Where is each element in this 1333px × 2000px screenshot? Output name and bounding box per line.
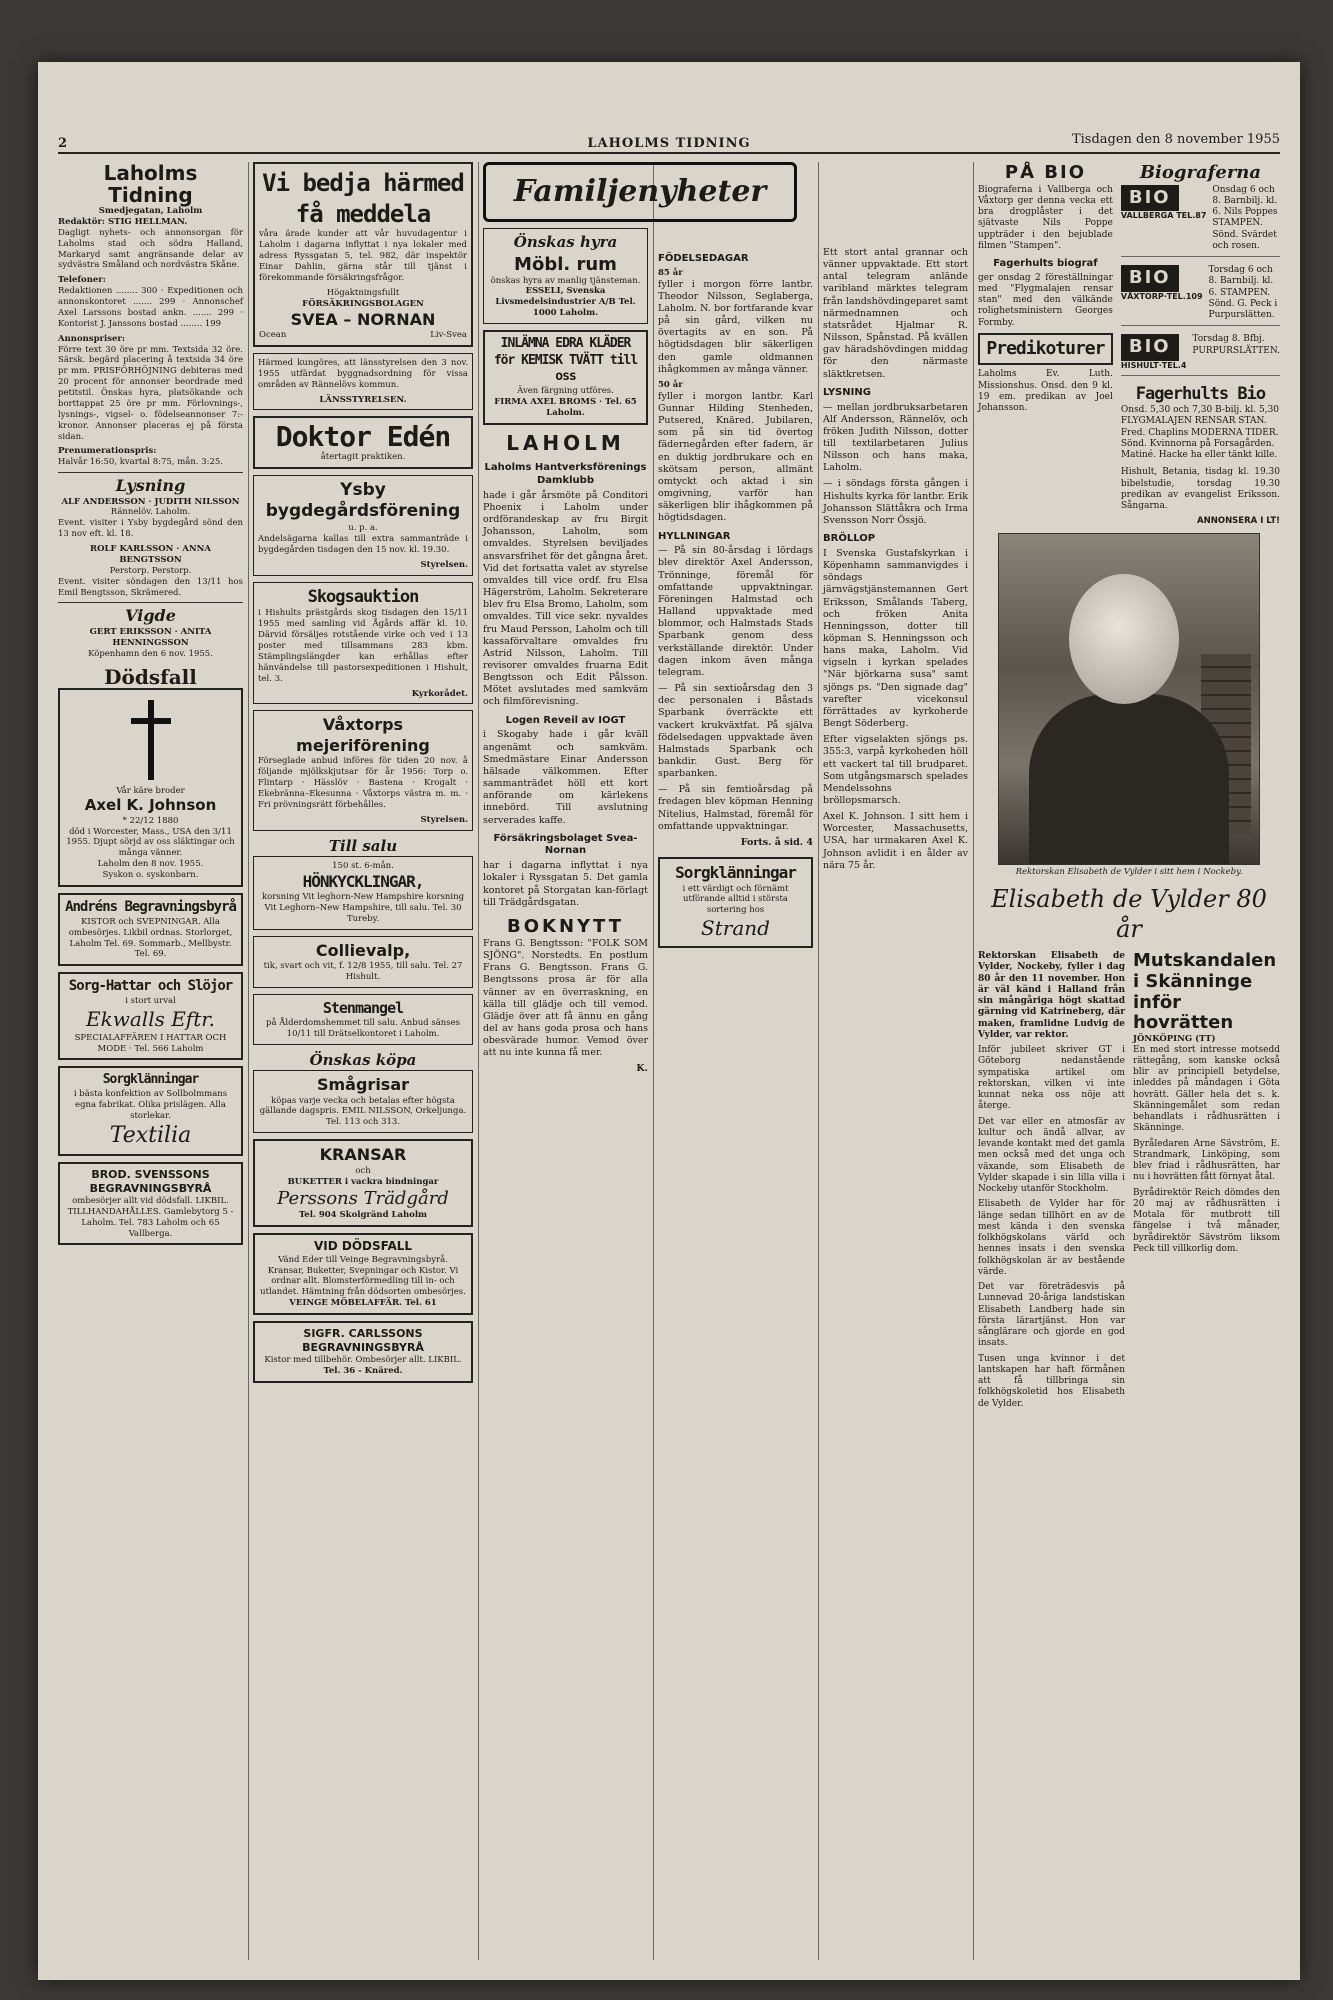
- column-1: [58, 162, 243, 1960]
- article-title: Fagerhults biograf: [993, 258, 1098, 269]
- ad-title: HÖNKYCKLINGAR,: [302, 871, 424, 891]
- ad-title: Sorgklänningar: [675, 863, 796, 883]
- cinema-program: Torsdag 8. Bfbj. PURPURSLÄTTEN.: [1192, 334, 1280, 356]
- prices-label: Annonspriser:: [58, 333, 126, 344]
- article-text: i Skogaby hade i går kväll angenämt och samkväm. Smedmästare Einar Andersson hälsade välkommen. Efter sammanträdet höll ett kort anförande om kärlekens innebörd. Till avslutning serverades kaffe.: [483, 729, 648, 826]
- article-text: Efter vigselakten sjöngs ps. 355:3, varpå kyrkoheden höll ett vackert tal till brudparet. Som utgångsmarsch spelades Mendelssohns bröllopsmarsch.: [823, 734, 968, 806]
- svea-nornan-notice: [253, 162, 473, 347]
- lysning-text: Event. visiter söndagen den 13/11 hos Emil Bengtsson, Skrämered.: [58, 576, 243, 598]
- skog-text: i Hishults prästgårds skog tisdagen den 15/11 1955 med samling vid Ågårds affär kl. 10. Därvid försäljes rotstående virke och ved i 13 poster med tillsammans 283 kbm. Stämplingslängder kan erhållas efter hänvändelse till pastorsexpeditionen i Hishult, tel. 3.: [258, 608, 468, 684]
- notice-ocean: Ocean: [259, 330, 287, 341]
- masthead: [58, 132, 1280, 154]
- cinema-listing: [1121, 185, 1280, 258]
- ad-company: FIRMA AXEL BROMS · Tel. 65 Laholm.: [494, 396, 637, 418]
- cinema-listing: [1121, 334, 1280, 376]
- paper-address: Smedjegatan, Laholm: [98, 206, 203, 216]
- editor: Redaktör: STIG HELLMAN.: [58, 216, 188, 227]
- birthday-age: 85 år: [658, 267, 683, 278]
- article-text: har i dagarna inflyttat i nya lokaler i Ryssgatan 5. Det gamla kontoret på Storgatan kan-förlagt till Trädgårdsgatan.: [483, 860, 648, 908]
- skog-signature: Kyrkorådet.: [411, 688, 468, 699]
- article-text: Byrådirektör Reich dömdes den 20 maj av rådhusrätten i Motala för mutbrott till fängelse i två månader, byrådirektör Sävström liksom Peck till villkorlig dom.: [1133, 1187, 1280, 1254]
- phones-label: Telefoner:: [58, 275, 106, 286]
- article-text: Frans G. Bengtsson: "FOLK SOM SJÖNG". Norstedts. En postlum Frans G. Bengtsson. Frans G. Bengtssons prosa är för alla vänner av en överraskning, en källa till glädje och till vemod. Glädje över att få ännu en gång del av hans goda prosa och hans obesvärade humor. Vemod över att nu inte kunna få mer.: [483, 937, 648, 1059]
- ad-text: Kistor med tillbehör. Ombesörjer allt. LIKBIL.: [264, 1355, 462, 1366]
- cinema-phone: VÅXTORP·TEL.109: [1120, 291, 1203, 301]
- article-text: Byråledaren Arne Sävström, E. Strandmark, Linköping, som blev friad i rådhusrätten, har nu i hovrätten fått förnyat åtal.: [1133, 1138, 1280, 1183]
- section-title: HYLLNINGAR: [658, 530, 731, 542]
- ad-text: KISTOR och SVEPNINGAR. Alla ombesörjes. Likbil ordnas. Storlorget, Laholm Tel. 69. Sommarb., Mellbystr. Tel. 69.: [68, 916, 233, 960]
- article-text: Ett stort antal grannar och vänner uppvaktade. Ett stort antal telegram anlände varibland märktes telegram från landshövdingeparet samt närmednamnen och statsrådet Hjalmar R. Nilsson, Spånstad. På kvällen gav häradshövdingen middag för den närmaste släktkretsen.: [823, 247, 968, 380]
- ad-title: Sorg-Hattar och Slöjor: [68, 978, 233, 995]
- lysning-places: Perstorp. Perstorp.: [109, 565, 192, 576]
- ad-textilia: [58, 1066, 243, 1155]
- muts-headline: Mutskandalen i Skänninge inför hovrätten: [1133, 950, 1277, 1034]
- section-title: LYSNING: [823, 386, 871, 398]
- bio-logo: BIO: [1121, 334, 1179, 361]
- ysby-signature: Styrelsen.: [420, 559, 468, 570]
- death-signature: Syskon o. syskonbarn.: [102, 870, 199, 880]
- column-rule: [973, 162, 974, 1960]
- annonsera-note: ANNONSERA I LT!: [1197, 516, 1280, 527]
- skog-title: Skogsauktion: [307, 586, 419, 607]
- death-notice: [58, 688, 243, 887]
- article-title: Laholms Hantverksförenings Damklubb: [484, 462, 647, 486]
- cinema-phone: HISHULT·TEL.4: [1120, 360, 1187, 370]
- skog-notice: [253, 582, 473, 705]
- article-text: — mellan jordbruksarbetaren Alf Andersson, Rännelöv, och fröken Judith Nilsson, dotter till textilarbetaren Julius Nilsson och hans maka, Laholm.: [823, 401, 968, 474]
- veinge-ad: [253, 1233, 473, 1315]
- ad-subtitle: 150 st. 6-mån.: [332, 860, 394, 871]
- ad-text: i ett värdigt och förnämt utförande alltid i största sortering hos: [682, 883, 789, 916]
- subscription: Halvår 16:50, kvartal 8:75, mån. 3:25.: [58, 457, 224, 468]
- notice-company: FÖRSÄKRINGSBOLAGEN: [302, 298, 424, 309]
- column-rule: [653, 162, 654, 1960]
- cinema-program: Torsdag 6 och 8. Barnbilj. kl. 6. STAMPEN. Sönd. G. Peck i Purpurslätten.: [1208, 265, 1278, 320]
- deceased-born: * 22/12 1880: [122, 815, 179, 826]
- column-5: [823, 247, 968, 1960]
- ad-brand: Textilia: [109, 1122, 192, 1148]
- ad-company: ESSELI, Svenska Livsmedelsindustrier A/B Tel. 1000 Laholm.: [495, 286, 636, 319]
- tillsalu-heading: Till salu: [328, 836, 398, 855]
- ad-text: tik, svart och vit, f. 12/8 1955, till salu. Tel. 27 Hishult.: [263, 961, 463, 983]
- ad-title: SIGFR. CARLSSONS BEGRAVNINGSBYRÅ: [302, 1327, 424, 1355]
- vaxtorp-title: Våxtorps mejeriförening: [296, 715, 430, 755]
- boknytt-heading: BOKNYTT: [506, 915, 625, 937]
- ad-brand: Strand: [701, 916, 770, 941]
- lysning-names: ALF ANDERSSON · JUDITH NILSSON: [61, 496, 240, 507]
- notice-brand: SVEA – NORNAN: [290, 309, 436, 329]
- doktor-notice: [253, 416, 473, 468]
- ad-title: INLÄMNA EDRA KLÄDER för KEMISK TVÄTT till oss: [493, 336, 638, 385]
- doktor-title: Doktor Edén: [275, 420, 451, 454]
- newspaper-page: [38, 62, 1300, 1980]
- ad-title: VID DÖDSFALL: [313, 1239, 413, 1254]
- ad-phone: Tel. 36 - Knäred.: [323, 1366, 403, 1377]
- section-title: FÖDELSEDAGAR: [658, 253, 749, 264]
- birthday-age: 50 år: [658, 379, 683, 390]
- article-text: ger onsdag 2 föreställningar med "Flygmalajen rensar stan" med den välkände rolighetsministern Georges Formby.: [978, 272, 1113, 328]
- deceased-name: Axel K. Johnson: [84, 796, 217, 815]
- notice-liv: Liv-Svea: [430, 330, 467, 341]
- onskas-kopa-heading: Önskas köpa: [309, 1050, 417, 1069]
- notice-greeting: Högaktningsfullt: [326, 287, 400, 298]
- lysning-places: Rännelöv. Laholm.: [110, 507, 191, 518]
- paper-name: LAHOLMS TIDNING: [587, 136, 751, 151]
- ad-title: Sorgklänningar: [102, 1072, 199, 1088]
- article-split: [978, 951, 1280, 1414]
- column-rule: [818, 162, 819, 1960]
- ad-text: önskas hyra av manlig tjänsteman.: [490, 275, 641, 286]
- laholm-heading: LAHOLM: [506, 430, 625, 455]
- ysby-subtitle: u. p. a.: [348, 523, 378, 534]
- vaxtorp-text: Förseglade anbud införes för tiden 20 nov. å följande mjölkskjutsar för år 1956: Torp o. Flintarp · Hässlöv · Bastena · Krogalt · Ekebränna–Ekesunna · Våxtorps västra m. m. · Fri prövningsrätt förbehålles.: [258, 756, 468, 810]
- ad-brand: Ekwalls Eftr.: [86, 1007, 215, 1032]
- notice-title: Vi bedja härmed få meddela: [262, 169, 464, 228]
- subscription-label: Prenumerationspris:: [58, 446, 157, 457]
- muts-article: [1133, 951, 1280, 1414]
- ad-title: KRANSAR: [319, 1145, 407, 1165]
- pa-bio-column: [978, 162, 1113, 527]
- figure-body-graphic: [1029, 694, 1229, 864]
- article-text: Axel K. Johnson. I sitt hem i Worcester, Massachusetts, USA, har urmakaren Axel K. Johnson avlidit i en ålder av nära 75 år.: [823, 811, 968, 871]
- ad-text: på Ålderdomshemmet till salu. Anbud sänses 10/11 till Drätselkontoret i Laholm.: [266, 1018, 460, 1040]
- cinema-section: [978, 162, 1280, 527]
- continued-note: Forts. å sid. 4: [740, 836, 813, 848]
- column-rule: [478, 162, 479, 1960]
- article-text: Elisabeth de Vylder har för länge sedan tillhört en av de mest kända i den svenska folkhögskolans värld och hennes insats i den svenska folkhögskolan är av bestående värde.: [978, 1199, 1125, 1277]
- ysby-notice: [253, 475, 473, 576]
- cinema-program: Onsdag 6 och 8. Barnbilj. kl. 6. Nils Poppes STAMPEN. Sönd. Svärdet och rosen.: [1212, 184, 1278, 251]
- phones: Redaktionen ........ 300 · Expeditionen och annonskontoret ....... 299 · Annonschef Axel Larssons bostad ankn. ....... 299 · Kontorist J. Janssons bostad ........ 199: [58, 286, 243, 329]
- article-text: — På sin 80-årsdag i lördags blev direktör Axel Andersson, Trönninge, föremål för omfattande uppvaktningar. Föreningen Halmstad och Halland uppvaktade med blommor, och Halmstads Stads Sparbank genom dess verkställande direktör. Under dagen inkom även många telegram.: [658, 545, 813, 678]
- bio-logo: BIO: [1121, 185, 1179, 212]
- cinema-program: Onsd. 5,30 och 7,30 B-bilj. kl. 5,30 FLYGMALAJEN RENSAR STAN. Fred. Chaplins MODERNA TIDER. Sönd. Kvinnorna på Forsagården. Matiné. Hacke ha eller tänkt kille.: [1120, 405, 1280, 460]
- article-text: Hishult, Betania, tisdag kl. 19.30 bibelstudie, torsdag 19.30 predikan av evangelist Eriksson. Sångarna.: [1120, 467, 1280, 511]
- ad-andrens: [58, 893, 243, 966]
- fagerhults-bio-title: Fagerhults Bio: [1135, 383, 1266, 404]
- cinema-listing: [1121, 265, 1280, 326]
- article-text: — På sin femtioårsdag på fredagen blev köpman Henning Nitelius, Halmstad, föremål för omfattande uppvaktningar.: [658, 784, 813, 832]
- issue-date: Tisdagen den 8 november 1955: [1071, 132, 1280, 147]
- lysning-text: Event. visiter i Ysby bygdegård sönd den 13 nov eft. kl. 18.: [58, 518, 243, 540]
- collie-ad: [253, 936, 473, 988]
- article-text: I Svenska Gustafskyrkan i Köpenhamn sammanvigdes i söndags järnvägstjänstemannen Gert Eriksson, Smålands Taberg, och fröken Anita Henningsson, dotter till köpman S. Henningsson och hans maka, Laholm. Vid vigseln i kyrkan spelades "När björkarna susa" samt sjöngs ps. "Den signade dag" varefter vicekonsul förrättades av kyrkoherde Bengt Söderberg.: [823, 547, 968, 730]
- page-number: 2: [58, 136, 68, 151]
- portrait-photo: [998, 533, 1260, 865]
- ad-title: Collievalp,: [315, 940, 411, 960]
- ad-phone: Tel. 904 Skolgränd Laholm: [298, 1210, 428, 1221]
- ad-text: Vänd Eder till Veinge Begravningsbyrå. Kransar, Buketter, Svepningar och Kistor. Vi ordnar allt. Blomsterförmedling till in- och utlandet. Hämtning från dödsorten ombesörjes.: [260, 1254, 466, 1298]
- lysning-heading: Lysning: [58, 472, 243, 496]
- kemtvatt-ad: [483, 330, 648, 425]
- bio-logo: BIO: [1121, 265, 1179, 292]
- section-title: BRÖLLOP: [823, 533, 876, 545]
- paper-intro: Dagligt nyhets- och annonsorgan för Laholms stad och södra Halland, Markaryd samt angränsande delar av sydvästra Småland och nordvästra Skåne.: [58, 227, 243, 271]
- article-text: En med stort intresse motsedd rättegång, som kanske också blir av principiell betydelse, inleddes på måndagen i Göta hovrätt. Gäller hela det s. k. Skänningemålet som redan behandlats i rådhusrätten i Skänninge.: [1133, 1044, 1280, 1134]
- death-intro: Vår käre broder: [116, 785, 185, 796]
- prices: Förre text 30 öre pr mm. Textsida 32 öre. Särsk. begärd placering å textsida 34 öre pr mm. PRISFÖRHÖJNING debiteras med 20 procent för annonser beordrade med petitstil. Önskas hyra, platsökande och borttappat 25 öre pr mm. Förlovnings-, lysnings-, vigsel- o. födelseannonser 7:- kronor. Annonser placeras ej på första sidan.: [58, 344, 243, 442]
- article-text: hade i går årsmöte på Conditori Phoenix i Laholm under ordförandeskap av fru Birgit Johansson, Laholm, som omvaldes. Styrelsen beviljades ansvarsfrihet för det gångna året. Vid det fortsatta valet av styrelse omvaldes till vice ordf. fru Elsa Hägerström, Laholm. Sekreterare blev fru Elsa Bromo, Laholm, som omvaldes. Till vice sekr. nyvaldes fru Maud Persson, Laholm och till kassaförvaltare omvaldes fru Astrid Nilsson, Laholm. Till revisorer omvaldes fruarna Edit Bengtsson och Edit Pålsson. Mötet avslutades med samkväm och filmförevisning.: [483, 489, 648, 708]
- ad-text: i bästa konfektion av Sollbolmmans egna fabrikat. Olika prislägen. Alla storlekar.: [73, 1089, 228, 1121]
- ad-and: och: [355, 1165, 371, 1176]
- cross-icon: [121, 700, 181, 780]
- article-text: — i söndags första gången i Hishults kyrka för lantbr. Erik Johansson Slättåkra och Irma Svensson Norr Össjö.: [823, 478, 968, 526]
- lans-text: Härmed kungöres, att länsstyrelsen den 3 nov. 1955 utfärdat byggnadsordning för vissa områden av Rännelövs kommun.: [258, 357, 468, 390]
- sorgklanningar-ad: [658, 857, 813, 948]
- vigde-heading: Vigde: [58, 602, 243, 626]
- ad-text: ombesörjer allt vid dödsfall. LIKBIL. TILLHANDAHÅLLES. Gamlebytorg 5 - Laholm. Tel. 783 Laholm och 65 Vallberga.: [67, 1195, 234, 1239]
- article-text: fyller i morgon förre lantbr. Theodor Nilsson, Seglaberga, Laholm. N. bor fortfarande kvar på sin gård, vilken nu övertagits av en son. På högtidsdagen blir säkerligen den gamle oldmannen ihågkommen av många vänner.: [658, 278, 813, 375]
- ad-subtitle: i stort urval: [125, 996, 176, 1007]
- lans-signature: LÄNSSTYRELSEN.: [319, 394, 407, 405]
- vaxtorp-signature: Styrelsen.: [420, 814, 468, 825]
- ad-text: korsning Vit leghorn-New Hampshire korsning Vit Leghorn–New Hampshire, till salu. Tel. 30 Tureby.: [261, 892, 465, 924]
- column-4: [658, 247, 813, 1960]
- muts-dateline: JÖNKÖPING (TT): [1133, 1033, 1216, 1044]
- article-text: Det var eller en atmosfär av kultur och ändå allvar, av levande kontakt med det gamla men också med det unga och växande, som Elisabeth de Vylder skapade i sin lilla villa i Nockeby utanför Stockholm.: [978, 1116, 1125, 1195]
- biograferna-heading: Biograferna: [1139, 162, 1262, 183]
- vigde-text: Köpenhamn den 6 nov. 1955.: [88, 648, 213, 659]
- article-text: Inför jubileet skriver GT i Göteborg nedanstående sympatiska artikel om rektorskan, vilken vi inte kunnat neka oss nöje att återge.: [978, 1045, 1125, 1112]
- notice-text: våra ärade kunder att vår huvudagentur i Laholm i dagarna inflyttat i nya lokaler med adress Ryssgatan 5, tel. 982, där inspektör Einar Dahlin, gärna står till tjänst i förekommande försäkringsfrågor.: [259, 229, 467, 283]
- death-place: Laholm den 8 nov. 1955.: [97, 859, 204, 870]
- article-text: Rektorskan Elisabeth de Vylder, Nockeby, fyller i dag 80 år den 11 november. Hon är väl känd i Halland från sin mångåriga högt skattad gärning vid Katrineberg, där maken, framlidne Ludvig de Vylder, var rektor.: [978, 951, 1125, 1040]
- doktor-subtitle: återtagit praktiken.: [320, 451, 406, 462]
- ad-subtitle: Möbl. rum: [514, 253, 617, 275]
- column-2: [253, 162, 473, 1960]
- elisabeth-headline: Elisabeth de Vylder 80 år: [991, 884, 1267, 944]
- article-text: Biograferna i Vallberga och Våxtorp ger denna vecka ett bra drogplåster i det sjätvaste Nils Poppe uppträder i den bejublade filmen "Stampen".: [978, 184, 1113, 251]
- ad-title: Smågrisar: [316, 1075, 410, 1095]
- ad-subtitle: BUKETTER i vackra bindningar: [287, 1176, 439, 1187]
- ad-title: Önskas hyra: [513, 233, 618, 252]
- familjenyheter-banner: [483, 162, 797, 222]
- death-text: död i Worcester, Mass., USA den 3/11 1955. Djupt sörjd av oss släktingar och många vänner.: [66, 826, 235, 859]
- paper-title: Laholms Tidning: [103, 161, 198, 207]
- ad-text: köpas varje vecka och betalas efter högsta gällande dagspris. EMIL NILSSON, Orkeljunga. Tel. 113 och 313.: [259, 1095, 467, 1128]
- article-text: Det var företrädesvis på Lunnevad 20-åriga landstiskan Elisabeth Landberg hade sin första lärartjänst. Hon var sånglärare och gjorde en god insats.: [978, 1282, 1125, 1349]
- ysby-title: Ysby bygdegårdsförening: [265, 479, 461, 522]
- column-6: [978, 162, 1280, 1960]
- kransar-ad: [253, 1139, 473, 1227]
- elisabeth-article: [978, 951, 1125, 1414]
- sigfr-ad: [253, 1321, 473, 1383]
- cinema-phone: VALLBERGA TEL.87: [1120, 211, 1207, 220]
- ad-brand: Perssons Trädgård: [277, 1188, 449, 1210]
- ad-svenssons: [58, 1162, 243, 1246]
- article-text: fyller i morgon lantbr. Karl Gunnar Hilding Stenheden, Putsered, Knäred. Jubilaren, som på sin tid övertog fädernegården efter fadern, är en duktig jordbrukare och en skötsam person, allmänt omtyckt och aktad i sin omgivning, varför han säkerligen blir ihågkommen på högtidsdagen.: [658, 390, 813, 524]
- article-text: — På sin sextioårsdag den 3 dec personalen i Båstads Sparbank överräckte ett vackert krukväxtfat. På själva födelsedagen uppvaktade även Halmstads Sparbank och bankdir. Gust. Berg för sparbanken.: [658, 683, 813, 780]
- ad-title: Andréns Begravningsbyrå: [65, 898, 236, 915]
- section-title: Familjenyheter: [513, 174, 767, 209]
- stenmangel-ad: [253, 994, 473, 1045]
- hyra-ad: [483, 228, 648, 324]
- ad-signature: VEINGE MÖBELAFFÄR. Tel. 61: [289, 1298, 437, 1309]
- ad-title: BROD. SVENSSONS BEGRAVNINGSBYRÅ: [89, 1167, 212, 1195]
- ad-ekwalls: [58, 972, 243, 1060]
- photo-caption: Rektorskan Elisabeth de Vylder i sitt hem i Nockeby.: [1015, 866, 1243, 877]
- article-title: Logen Reveil av IOGT: [505, 714, 626, 726]
- article-text: Tusen unga kvinnor i det lantskapen har haft förmånen att få tillbringa sin folkhögskoletid hos Elisabeth de Vylder.: [978, 1353, 1125, 1409]
- article-title: Försäkringsbolaget Svea-Nornan: [493, 832, 638, 857]
- vigde-names: GERT ERIKSSON · ANITA HENNINGSSON: [89, 626, 212, 648]
- article-text: Laholms Ev. Luth. Missionshus. Onsd. den 9 kl. 19 em. predikan av Joel Johansson.: [978, 369, 1113, 413]
- honkycklingar-ad: [253, 856, 473, 930]
- vaxtorp-notice: [253, 710, 473, 830]
- column-rule: [248, 162, 249, 1960]
- predikoturer-heading: Predikoturer: [978, 333, 1113, 366]
- biograferna-column: [1121, 162, 1280, 527]
- figure-head-graphic: [1069, 574, 1179, 704]
- pa-bio-heading: PÅ BIO: [1004, 162, 1086, 183]
- lans-notice: [253, 353, 473, 411]
- ad-title: Stenmangel: [322, 998, 404, 1017]
- lysning-names: ROLF KARLSSON · ANNA BENGTSSON: [90, 544, 211, 565]
- dodsfall-heading: Dödsfall: [104, 664, 197, 689]
- ad-text: SPECIALAFFÄREN I HATTAR OCH MODE · Tel. 566 Laholm: [74, 1032, 227, 1054]
- ad-subtitle: Även färgning utföres.: [517, 385, 614, 396]
- smagrisar-ad: [253, 1070, 473, 1133]
- article-signature: K.: [636, 1063, 648, 1075]
- ysby-text: Andelsägarna kallas till extra sammanträde i bygdegården tisdagen den 15 nov. kl. 19.30.: [258, 534, 468, 555]
